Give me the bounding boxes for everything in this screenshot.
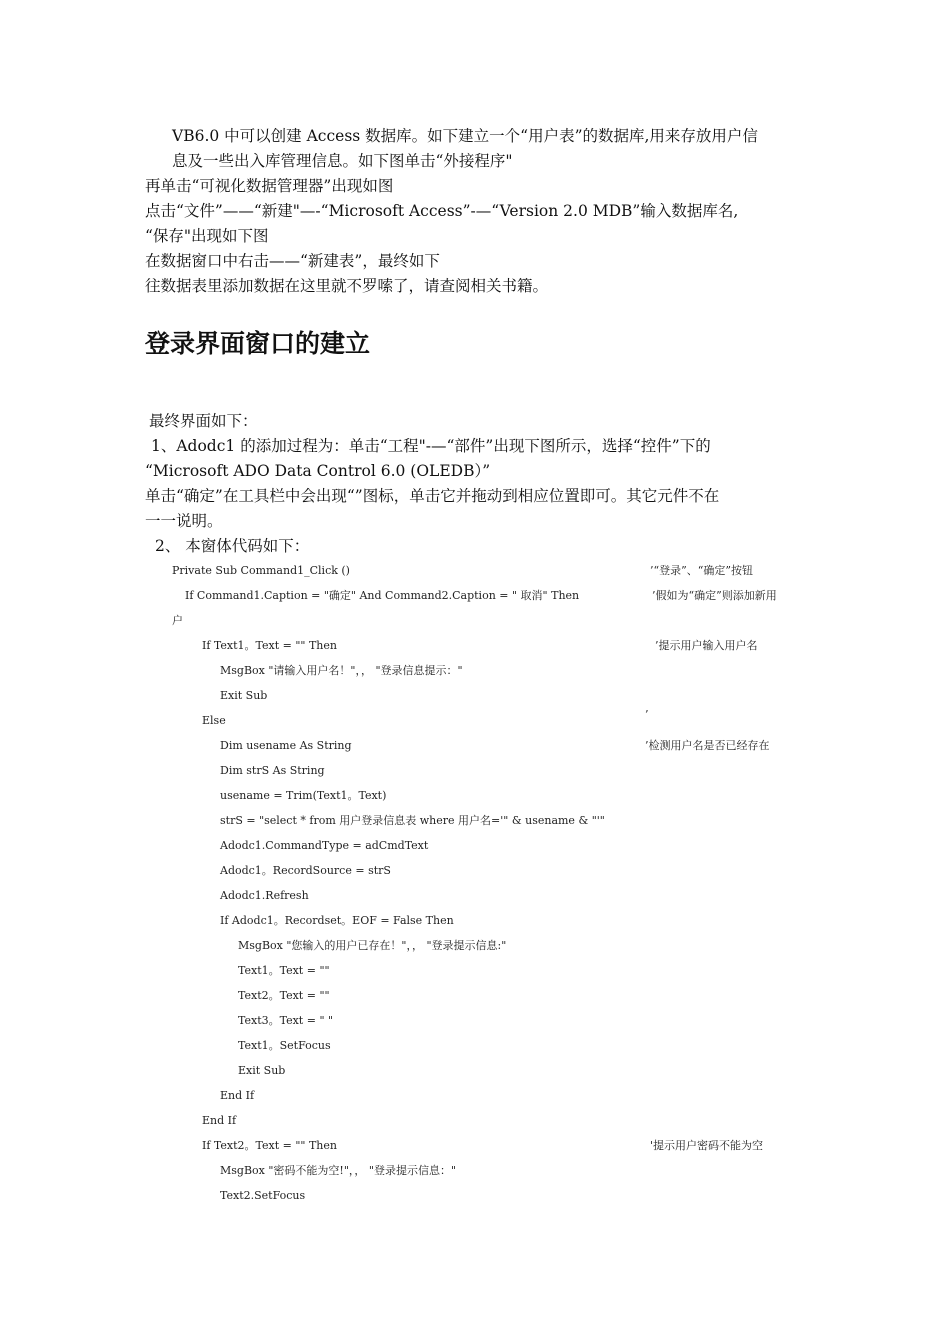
code-line — [0, 1088, 950, 1113]
code-text: Private Sub Command1_Click () — [172, 564, 350, 577]
code-comment: ’“登录”、“确定”按钮 — [650, 564, 753, 577]
code-line — [0, 563, 950, 588]
code-line — [0, 763, 950, 788]
code-comment: ’检测用户名是否已经存在 — [645, 739, 770, 752]
code-text: End If — [220, 1089, 255, 1102]
step-1-line-2: “Microsoft ADO Data Control 6.0 (OLEDB）” — [145, 462, 491, 480]
intro-paragraph-5: 往数据表里添加数据在这里就不罗嗦了，请查阅相关书籍。 — [145, 277, 549, 295]
code-text: 户 — [172, 614, 183, 627]
code-text: If Command1.Caption = "确定" And Command2.Caption = " 取消" Then — [185, 589, 580, 602]
code-text: Text2.SetFocus — [220, 1189, 306, 1202]
code-text: Dim strS As String — [220, 764, 325, 777]
code-text: Exit Sub — [220, 689, 268, 702]
code-line — [0, 1188, 950, 1213]
code-text: Text2。Text = "" — [238, 989, 330, 1002]
step-1-line-4: 一一说明。 — [145, 512, 223, 530]
code-line — [0, 913, 950, 938]
code-line — [0, 663, 950, 688]
section-heading: 登录界面窗口的建立 — [145, 329, 371, 358]
code-text: Else — [202, 714, 226, 727]
step-1-line-3: 单击“确定”在工具栏中会出现“”图标，单击它并拖动到相应位置即可。其它元件不在 — [145, 487, 720, 505]
code-line — [0, 1138, 950, 1163]
code-text: End If — [202, 1114, 237, 1127]
code-line — [0, 708, 950, 738]
code-text: strS = "select * from 用户登录信息表 where 用户名='" & usename & "'" — [220, 814, 605, 827]
code-text: Text3。Text = " " — [238, 1014, 334, 1027]
code-line — [0, 888, 950, 913]
code-line — [0, 1163, 950, 1188]
code-line — [0, 863, 950, 888]
code-line — [0, 988, 950, 1013]
code-text: MsgBox "密码不能为空!"，， "登录提示信息：" — [220, 1164, 457, 1177]
code-line — [0, 1113, 950, 1138]
code-text: Adodc1.CommandType = adCmdText — [220, 839, 429, 852]
intro-paragraph-4: 在数据窗口中右击——“新建表”，最终如下 — [145, 252, 440, 270]
code-line — [0, 638, 950, 663]
intro-paragraph-1-line-2: 息及一些出入库管理信息。如下图单击“外接程序" — [172, 152, 513, 170]
step-2-label: 2、 本窗体代码如下： — [155, 537, 310, 555]
code-line — [0, 963, 950, 988]
code-text: Adodc1。RecordSource = strS — [220, 864, 391, 877]
code-line — [0, 1063, 950, 1088]
code-line — [0, 613, 950, 638]
code-text: Text1。SetFocus — [238, 1039, 331, 1052]
step-1-line-1: 1、Adodc1 的添加过程为：单击“工程"-—“部件”出现下图所示，选择“控件”下的 — [151, 437, 711, 455]
code-comment: ’提示用户输入用户名 — [655, 639, 758, 652]
code-text: If Text2。Text = "" Then — [202, 1139, 337, 1152]
code-text: Dim usename As String — [220, 739, 352, 752]
code-text: Text1。Text = "" — [238, 964, 330, 977]
code-comment: ’ — [645, 708, 649, 721]
intro-paragraph-1-line-1: VB6.0 中可以创建 Access 数据库。如下建立一个“用户表”的数据库,用来存放用户信 — [172, 127, 758, 145]
final-interface-label: 最终界面如下： — [149, 412, 258, 430]
code-text: Exit Sub — [238, 1064, 286, 1077]
code-line — [0, 688, 950, 713]
code-comment: ’假如为“确定”则添加新用 — [652, 589, 777, 602]
code-line — [0, 788, 950, 813]
code-comment: '提示用户密码不能为空 — [650, 1139, 764, 1152]
intro-paragraph-3-line-2: “保存"出现如下图 — [145, 227, 269, 245]
code-text: Adodc1.Refresh — [220, 889, 309, 902]
intro-paragraph-3-line-1: 点击“文件”——“新建"—-“Microsoft Access”-—“Version 2.0 MDB”输入数据库名, — [145, 202, 739, 220]
code-line — [0, 588, 950, 613]
code-text: usename = Trim(Text1。Text) — [220, 789, 387, 802]
code-line — [0, 813, 950, 838]
code-line — [0, 738, 950, 763]
code-text: MsgBox "您输入的用户已存在！"，， "登录提示信息:" — [238, 939, 507, 952]
code-line — [0, 1013, 950, 1038]
code-text: MsgBox "请输入用户名！"，， "登录信息提示：" — [220, 664, 463, 677]
code-text: If Text1。Text = "" Then — [202, 639, 337, 652]
intro-paragraph-2: 再单击“可视化数据管理器”出现如图 — [145, 177, 394, 195]
code-line — [0, 938, 950, 963]
code-line — [0, 838, 950, 863]
code-text: If Adodc1。Recordset。EOF = False Then — [220, 914, 454, 927]
code-line — [0, 1038, 950, 1063]
